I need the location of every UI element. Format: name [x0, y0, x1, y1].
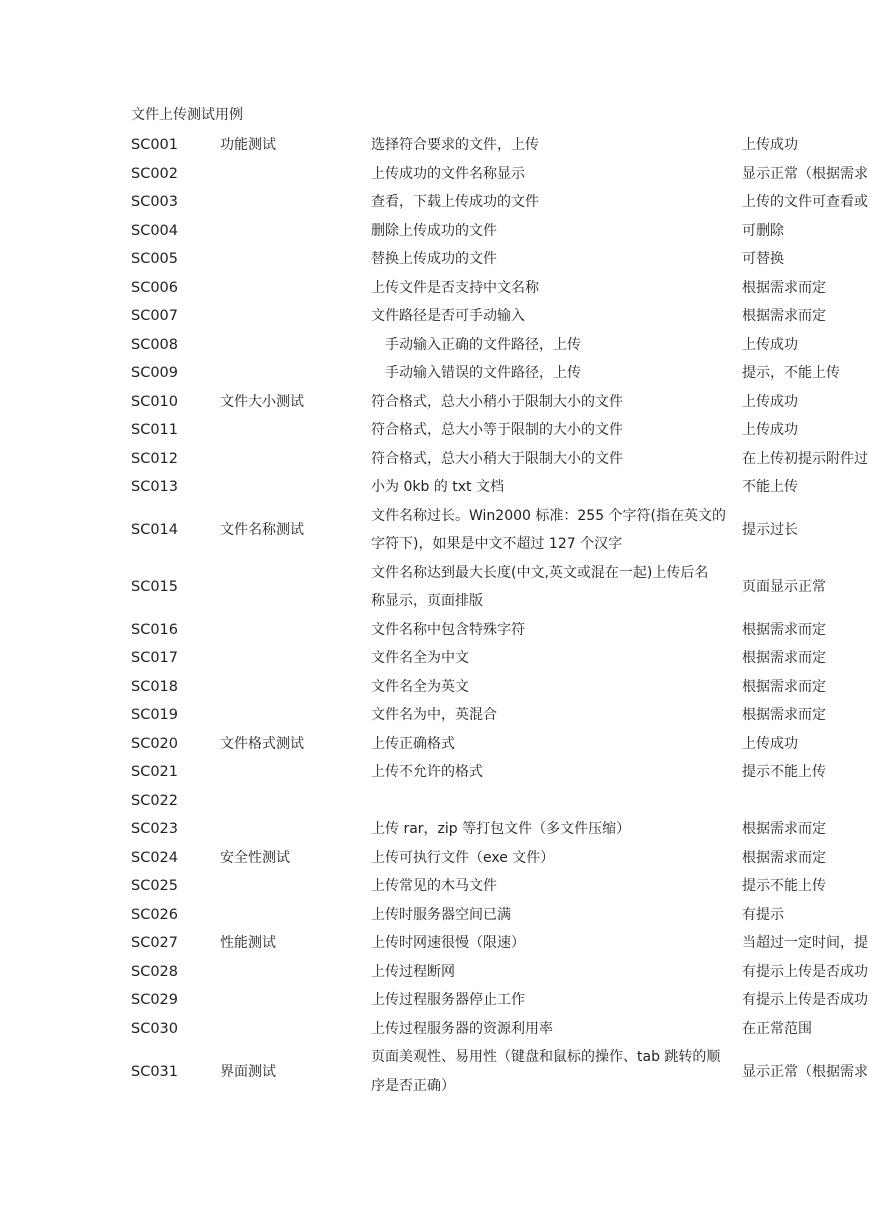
test-case-table [131, 131, 869, 1100]
case-expected-result: 在上传初提示附件过 [742, 450, 868, 467]
case-id: SC030 [131, 1020, 179, 1037]
case-expected-result: 当超过一定时间，提 [742, 935, 868, 952]
case-step: 上传过程服务器的资源利用率 [371, 1020, 553, 1037]
case-step: 手动输入正确的文件路径，上传 [371, 336, 581, 353]
case-category: 文件名称测试 [220, 522, 304, 538]
case-category: 界面测试 [220, 1063, 276, 1080]
case-expected-result: 可删除 [742, 222, 784, 239]
document-title: 文件上传测试用例 [131, 107, 243, 123]
case-id: SC022 [131, 792, 179, 809]
test-case-row [131, 473, 869, 502]
case-category [220, 217, 368, 246]
case-id: SC031 [131, 1063, 179, 1080]
case-id: SC015 [131, 579, 179, 595]
case-step: 文件名全为中文 [371, 650, 469, 667]
case-expected-result: 提示不能上传 [742, 878, 826, 895]
case-category [220, 473, 368, 502]
case-category [220, 644, 368, 673]
case-step-line: 字符下)，如果是中文不超过 127 个汉字 [371, 536, 623, 552]
case-category [220, 815, 368, 844]
case-step: 符合格式，总大小等于限制的大小的文件 [371, 422, 623, 439]
case-id: SC003 [131, 194, 179, 211]
case-id: SC028 [131, 963, 179, 980]
test-case-row [131, 1043, 869, 1100]
test-case-row [131, 815, 869, 844]
case-step: 符合格式，总大小稍大于限制大小的文件 [371, 450, 623, 467]
case-step: 文件名为中，英混合 [371, 707, 497, 724]
case-category [220, 616, 368, 645]
case-expected-result: 根据需求而定 [742, 650, 826, 667]
case-step: 小为 0kb 的 txt 文档 [371, 479, 504, 496]
case-expected-result: 显示正常（根据需求 [742, 1063, 868, 1080]
test-case-row [131, 188, 869, 217]
case-expected-result: 根据需求而定 [742, 821, 826, 838]
case-id: SC012 [131, 450, 179, 467]
case-expected-result: 根据需求而定 [742, 308, 826, 325]
test-case-row [131, 388, 869, 417]
case-id: SC024 [131, 849, 179, 866]
case-step: 查看，下载上传成功的文件 [371, 194, 539, 211]
test-case-row [131, 787, 869, 816]
case-step: 上传过程断网 [371, 963, 455, 980]
case-id: SC020 [131, 735, 179, 752]
case-category [220, 416, 368, 445]
case-category [220, 445, 368, 474]
case-step-line: 称显示，页面排版 [371, 593, 483, 609]
case-expected-result: 提示不能上传 [742, 764, 826, 781]
test-case-row [131, 844, 869, 873]
case-id: SC007 [131, 308, 179, 325]
case-category: 功能测试 [220, 137, 276, 154]
case-expected-result: 上传成功 [742, 735, 798, 752]
case-id: SC021 [131, 764, 179, 781]
case-category [220, 673, 368, 702]
case-id: SC025 [131, 878, 179, 895]
test-case-row [131, 872, 869, 901]
case-category [220, 901, 368, 930]
case-id: SC005 [131, 251, 179, 268]
case-step: 上传时服务器空间已满 [371, 906, 511, 923]
case-step: 上传常见的木马文件 [371, 878, 497, 895]
test-case-row [131, 758, 869, 787]
case-id: SC006 [131, 279, 179, 296]
case-category: 文件大小测试 [220, 393, 304, 410]
case-id: SC001 [131, 137, 179, 154]
case-step: 上传不允许的格式 [371, 764, 483, 781]
case-category [220, 986, 368, 1015]
case-id: SC011 [131, 422, 179, 439]
case-id: SC029 [131, 992, 179, 1009]
case-step-line: 文件名称达到最大长度(中文,英文或混在一起)上传后名 [371, 564, 709, 581]
case-category: 文件格式测试 [220, 735, 304, 752]
case-category [220, 245, 368, 274]
case-id: SC017 [131, 650, 179, 667]
test-case-row [131, 502, 869, 559]
case-step: 文件路径是否可手动输入 [371, 308, 525, 325]
case-id: SC013 [131, 479, 179, 496]
test-case-row [131, 1015, 869, 1044]
test-case-row [131, 616, 869, 645]
case-step-line: 页面美观性、易用性（键盘和鼠标的操作、tab 跳转的顺 [371, 1049, 721, 1065]
case-category [220, 559, 368, 616]
case-step [371, 559, 741, 616]
test-case-row [131, 958, 869, 987]
test-case-row [131, 359, 869, 388]
case-id: SC026 [131, 906, 179, 923]
case-step-line: 序是否正确） [371, 1077, 455, 1094]
case-step: 文件名全为英文 [371, 678, 469, 695]
case-id: SC018 [131, 678, 179, 695]
case-id: SC002 [131, 165, 179, 182]
case-expected-result: 提示，不能上传 [742, 365, 840, 382]
test-case-row [131, 901, 869, 930]
case-expected-result: 提示过长 [742, 522, 798, 538]
case-id: SC019 [131, 707, 179, 724]
case-category [220, 302, 368, 331]
case-expected-result: 页面显示正常 [742, 579, 826, 595]
case-expected-result: 在正常范围 [742, 1020, 812, 1037]
case-id: SC027 [131, 935, 179, 952]
case-id: SC023 [131, 821, 179, 838]
test-case-row [131, 701, 869, 730]
case-expected-result: 显示正常（根据需求 [742, 165, 868, 182]
case-id: SC009 [131, 365, 179, 382]
case-expected-result: 不能上传 [742, 479, 798, 496]
case-expected-result: 有提示上传是否成功 [742, 963, 868, 980]
case-expected-result: 上传成功 [742, 422, 798, 439]
test-case-row [131, 245, 869, 274]
case-expected-result: 上传成功 [742, 393, 798, 410]
test-case-row [131, 302, 869, 331]
test-case-row [131, 416, 869, 445]
case-step: 上传时网速很慢（限速） [371, 935, 525, 952]
case-expected-result: 根据需求而定 [742, 849, 826, 866]
case-step [371, 787, 741, 816]
case-category [220, 787, 368, 816]
case-expected-result: 根据需求而定 [742, 707, 826, 724]
case-category: 安全性测试 [220, 849, 290, 866]
case-category [220, 758, 368, 787]
case-expected-result: 上传成功 [742, 137, 798, 154]
case-id: SC004 [131, 222, 179, 239]
case-expected-result: 有提示上传是否成功 [742, 992, 868, 1009]
case-expected-result: 根据需求而定 [742, 279, 826, 296]
case-category [220, 701, 368, 730]
case-category [220, 331, 368, 360]
case-expected-result: 可替换 [742, 251, 784, 268]
case-expected-result: 根据需求而定 [742, 678, 826, 695]
case-step: 上传可执行文件（exe 文件） [371, 849, 555, 866]
case-id: SC016 [131, 621, 179, 638]
case-category [220, 1015, 368, 1044]
test-case-row [131, 160, 869, 189]
test-case-row [131, 274, 869, 303]
case-category [220, 188, 368, 217]
case-expected-result: 上传的文件可查看或 [742, 194, 868, 211]
case-category: 性能测试 [220, 935, 276, 952]
test-case-row [131, 730, 869, 759]
case-step: 上传成功的文件名称显示 [371, 165, 525, 182]
case-category [220, 160, 368, 189]
test-case-row [131, 929, 869, 958]
case-step: 删除上传成功的文件 [371, 222, 497, 239]
case-id: SC014 [131, 522, 179, 538]
case-id: SC010 [131, 393, 179, 410]
case-category [220, 359, 368, 388]
case-step: 替换上传成功的文件 [371, 251, 497, 268]
case-step [371, 502, 741, 559]
test-case-row [131, 986, 869, 1015]
case-step: 符合格式，总大小稍小于限制大小的文件 [371, 393, 623, 410]
case-category [220, 872, 368, 901]
case-step: 选择符合要求的文件，上传 [371, 137, 539, 154]
case-expected-result [742, 787, 869, 816]
case-id: SC008 [131, 336, 179, 353]
test-case-row [131, 131, 869, 160]
test-case-row [131, 331, 869, 360]
test-case-row [131, 217, 869, 246]
case-step: 手动输入错误的文件路径，上传 [371, 365, 581, 382]
case-step: 文件名称中包含特殊字符 [371, 621, 525, 638]
case-step: 上传正确格式 [371, 735, 455, 752]
test-case-row [131, 673, 869, 702]
case-expected-result: 根据需求而定 [742, 621, 826, 638]
test-case-row [131, 445, 869, 474]
case-step-line: 文件名称过长。Win2000 标准：255 个字符(指在英文的 [371, 507, 727, 524]
case-step [371, 1043, 741, 1100]
test-case-row [131, 559, 869, 616]
case-category [220, 274, 368, 303]
case-expected-result: 上传成功 [742, 336, 798, 353]
case-step: 上传文件是否支持中文名称 [371, 279, 539, 296]
case-expected-result: 有提示 [742, 906, 784, 923]
case-step: 上传 rar，zip 等打包文件（多文件压缩） [371, 821, 631, 838]
case-step: 上传过程服务器停止工作 [371, 992, 525, 1009]
test-case-row [131, 644, 869, 673]
case-category [220, 958, 368, 987]
